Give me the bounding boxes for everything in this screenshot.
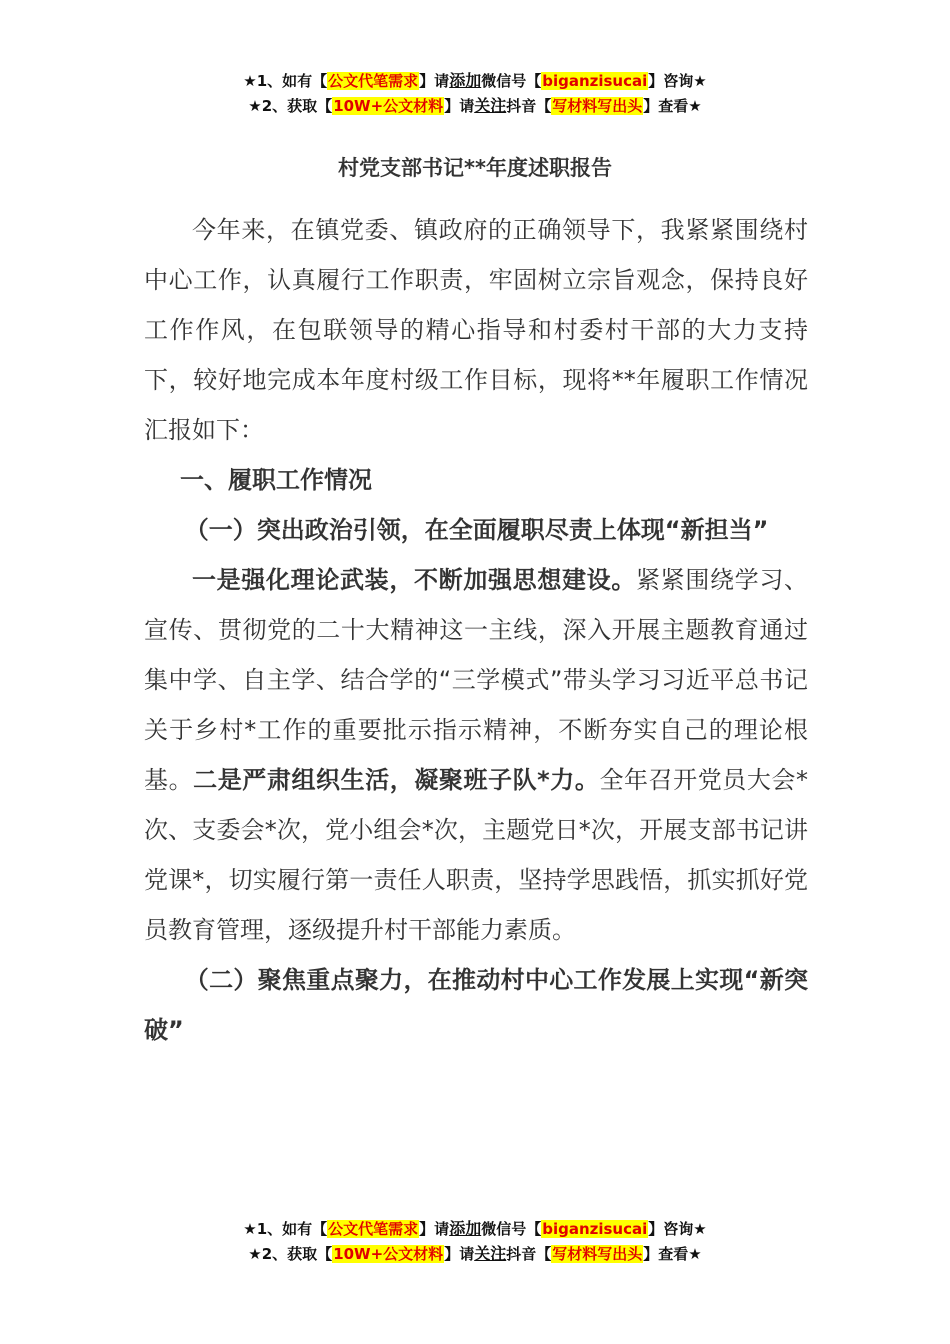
banner-highlight: 公文代笔需求 <box>328 1220 419 1238</box>
banner-highlight: biganzisucai <box>542 1220 648 1238</box>
body-paragraph <box>144 555 808 955</box>
banner-prefix: ★1、如有【 <box>243 1220 328 1238</box>
banner-underline: 添加 <box>449 71 482 90</box>
banner-highlight: 10W+公文材料 <box>333 1245 444 1263</box>
banner-text: 】请 <box>444 97 475 115</box>
bottom-banner-line-2 <box>0 1242 950 1266</box>
banner-highlight: 10W+公文材料 <box>333 97 444 115</box>
banner-text: 微信号【 <box>481 72 542 90</box>
banner-highlight: 公文代笔需求 <box>328 72 419 90</box>
banner-underline: 添加 <box>449 1219 482 1238</box>
top-banner-line-1 <box>0 69 950 93</box>
banner-text: 】请 <box>419 1220 450 1238</box>
banner-underline: 关注 <box>474 96 507 115</box>
subsection-heading: （一）突出政治引领，在全面履职尽责上体现“新担当” <box>184 516 769 544</box>
banner-text: 微信号【 <box>481 1220 542 1238</box>
paragraph-text: 全年召开党员大会*次、支委会*次，党小组会*次，主题党日*次，开展支部书记讲党课*，切实履行第一责任人职责，坚持学思践悟，抓实抓好党员教育管理，逐级提升村干部能力素质。 <box>144 766 809 944</box>
banner-text: 】请 <box>419 72 450 90</box>
banner-prefix: ★2、获取【 <box>248 1245 333 1263</box>
banner-suffix: 】查看★ <box>643 1245 702 1263</box>
banner-highlight: biganzisucai <box>542 72 648 90</box>
paragraph-lead: 二是严肃组织生活，凝聚班子队*力。 <box>193 766 600 794</box>
banner-underline: 关注 <box>474 1244 507 1263</box>
banner-text: 】请 <box>444 1245 475 1263</box>
intro-paragraph: 今年来，在镇党委、镇政府的正确领导下，我紧紧围绕村中心工作，认真履行工作职责，牢固树立宗旨观念，保持良好工作作风，在包联领导的精心指导和村委村干部的大力支持下，较好地完成本年度村级工作目标，现将**年履职工作情况汇报如下： <box>144 216 808 444</box>
bottom-banner-line-1 <box>0 1217 950 1241</box>
banner-suffix: 】查看★ <box>643 97 702 115</box>
section-heading: 一、履职工作情况 <box>180 466 372 494</box>
banner-prefix: ★2、获取【 <box>248 97 333 115</box>
subsection-heading: （二）聚焦重点聚力，在推动村中心工作发展上实现“新突破” <box>144 966 808 1044</box>
banner-suffix: 】咨询★ <box>648 72 707 90</box>
paragraph-lead: 一是强化理论武装，不断加强思想建设。 <box>192 566 636 594</box>
banner-text: 抖音【 <box>506 97 552 115</box>
banner-text: 抖音【 <box>506 1245 552 1263</box>
document-title: 村党支部书记**年度述职报告 <box>338 156 612 180</box>
document-body <box>144 205 808 1055</box>
banner-prefix: ★1、如有【 <box>243 72 328 90</box>
banner-highlight: 写材料写出头 <box>552 97 643 115</box>
top-banner-line-2 <box>0 94 950 118</box>
banner-suffix: 】咨询★ <box>648 1220 707 1238</box>
paragraph-text: 紧紧围绕学习、宣传、贯彻党的二十大精神这一主线，深入开展主题教育通过集中学、自主学、结合学的“三学模式”带头学习习近平总书记关于乡村*工作的重要批示指示精神，不断夯实自己的理论根基。 <box>144 566 808 794</box>
banner-highlight: 写材料写出头 <box>552 1245 643 1263</box>
